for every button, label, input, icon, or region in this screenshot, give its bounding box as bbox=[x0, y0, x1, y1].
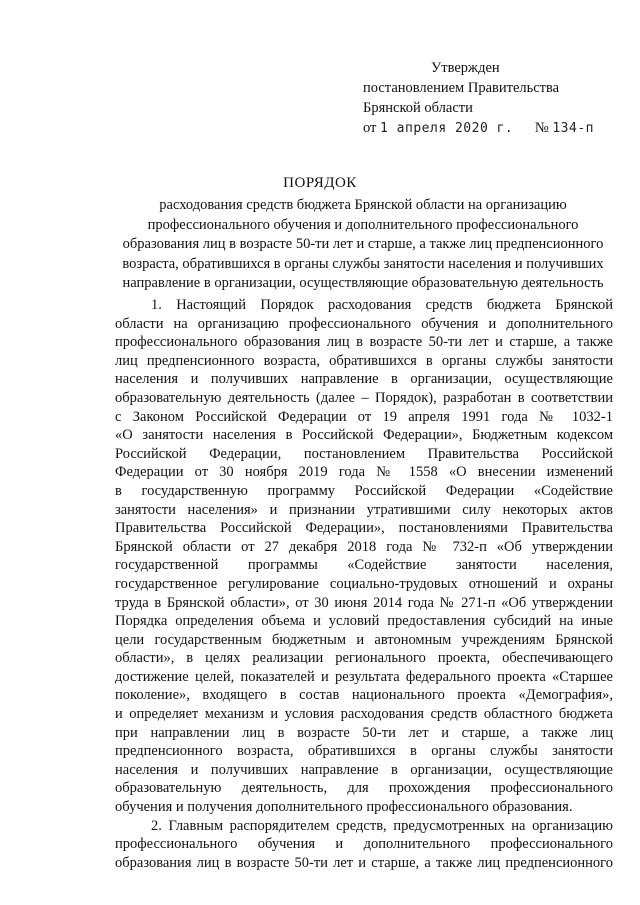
body-line: 2. Главным распорядителем средств, предусмотренных на организацию bbox=[151, 817, 613, 834]
subtitle-line: расходования средств бюджета Брянской области на организацию bbox=[159, 197, 567, 213]
body-line: Правительства Российской Федерации», постановлениями Правительства bbox=[115, 520, 613, 537]
body-line: профессионального образования лиц в возрасте 50-ти лет и старше, а также bbox=[115, 334, 613, 351]
subtitle-line: профессионального обучения и дополнительного профессионального bbox=[147, 216, 579, 233]
approval-number: 134-п bbox=[552, 121, 594, 136]
body-line: Порядка определения объема и условий предоставления субсидий на иные bbox=[115, 613, 613, 630]
body-line: «О занятости населения в Российской Федерации», Бюджетным кодексом bbox=[115, 427, 613, 444]
approval-date: 1 апреля 2020 г. bbox=[380, 121, 514, 136]
body-line: Федерации от 30 ноября 2019 года № 1558 «О внесении изменений bbox=[115, 464, 613, 481]
document-subtitle bbox=[113, 196, 613, 294]
body-line: при направлении лиц в возрасте 50-ти лет и старше, а также лиц bbox=[115, 724, 613, 741]
approval-date-line bbox=[363, 118, 633, 139]
body-line: в государственную программу Российской Федерации «Содействие bbox=[115, 482, 613, 499]
body-line: поколение», входящего в состав национального проекта «Демография», bbox=[115, 687, 613, 704]
body-line: Брянской области от 27 декабря 2018 года № 732-п «Об утверждении bbox=[115, 538, 613, 555]
body-line: области на организацию профессионального обучения и дополнительного bbox=[115, 315, 613, 332]
body-line: занятости населения» и признании утратившими силу некоторых актов bbox=[115, 501, 613, 518]
body-line: 1. Настоящий Порядок расходования средств бюджета Брянской bbox=[151, 297, 613, 313]
body-line: с Законом Российской Федерации от 19 апреля 1991 года № 1032-1 bbox=[115, 408, 613, 425]
body-line: образовательную деятельность, для прохождения профессионального bbox=[115, 780, 613, 797]
number-label: № bbox=[534, 120, 549, 136]
body-line: государственное регулирование социально-трудовых отношений и охраны bbox=[115, 575, 613, 592]
body-line: государственной программы «Содействие занятости населения, bbox=[115, 557, 613, 574]
subtitle-line: образования лиц в возрасте 50-ти лет и старше, а также лиц предпенсионного bbox=[122, 236, 604, 252]
body-line: области», в целях реализации регионального проекта, обеспечивающего bbox=[115, 650, 613, 667]
subtitle-line: направление в организации, осуществляющие образовательную деятельность bbox=[122, 275, 604, 291]
body-line: населения и получивших направление в организации, осуществляющие bbox=[115, 761, 613, 778]
body-line: населения и получивших направление в организации, осуществляющие bbox=[115, 371, 613, 388]
body-line: и определяет механизм и условия расходования средств областного бюджета bbox=[115, 706, 613, 723]
approval-line-2: Брянской области bbox=[363, 100, 473, 116]
approval-line-1: постановлением Правительства bbox=[363, 80, 560, 96]
subtitle-line: возраста, обратившихся в органы службы занятости населения и получивших bbox=[122, 255, 604, 272]
body-line: цели государственным бюджетным и автономным учреждениям Брянской bbox=[115, 631, 613, 648]
body-line: лиц предпенсионного возраста, обратившихся в органы службы занятости bbox=[115, 352, 613, 369]
body-line: достижение целей, показателей и результата федерального проекта «Старшее bbox=[115, 668, 613, 685]
document-title: ПОРЯДОК bbox=[283, 175, 357, 191]
body-line: образовательную деятельность (далее – Порядок), разработан в соответствии bbox=[115, 389, 613, 406]
approval-title: Утвержден bbox=[431, 60, 500, 76]
approval-block bbox=[363, 58, 633, 139]
body-line: обучения и получения дополнительного профессионального образования. bbox=[115, 799, 573, 816]
body-line: образования лиц в возрасте 50-ти лет и старше, а также лиц предпенсионного bbox=[115, 854, 613, 871]
date-prefix: от bbox=[363, 120, 377, 136]
body-line: Российской Федерации, постановлением Правительства Российской bbox=[115, 445, 613, 462]
body-line: труда в Брянской области», от 30 июня 2014 года № 271-п «Об утверждении bbox=[115, 594, 613, 611]
body-line: предпенсионного возраста, обратившихся в органы службы занятости bbox=[115, 743, 613, 760]
document-body bbox=[115, 296, 613, 872]
body-line: профессионального обучения и дополнительного профессионального bbox=[115, 836, 613, 853]
